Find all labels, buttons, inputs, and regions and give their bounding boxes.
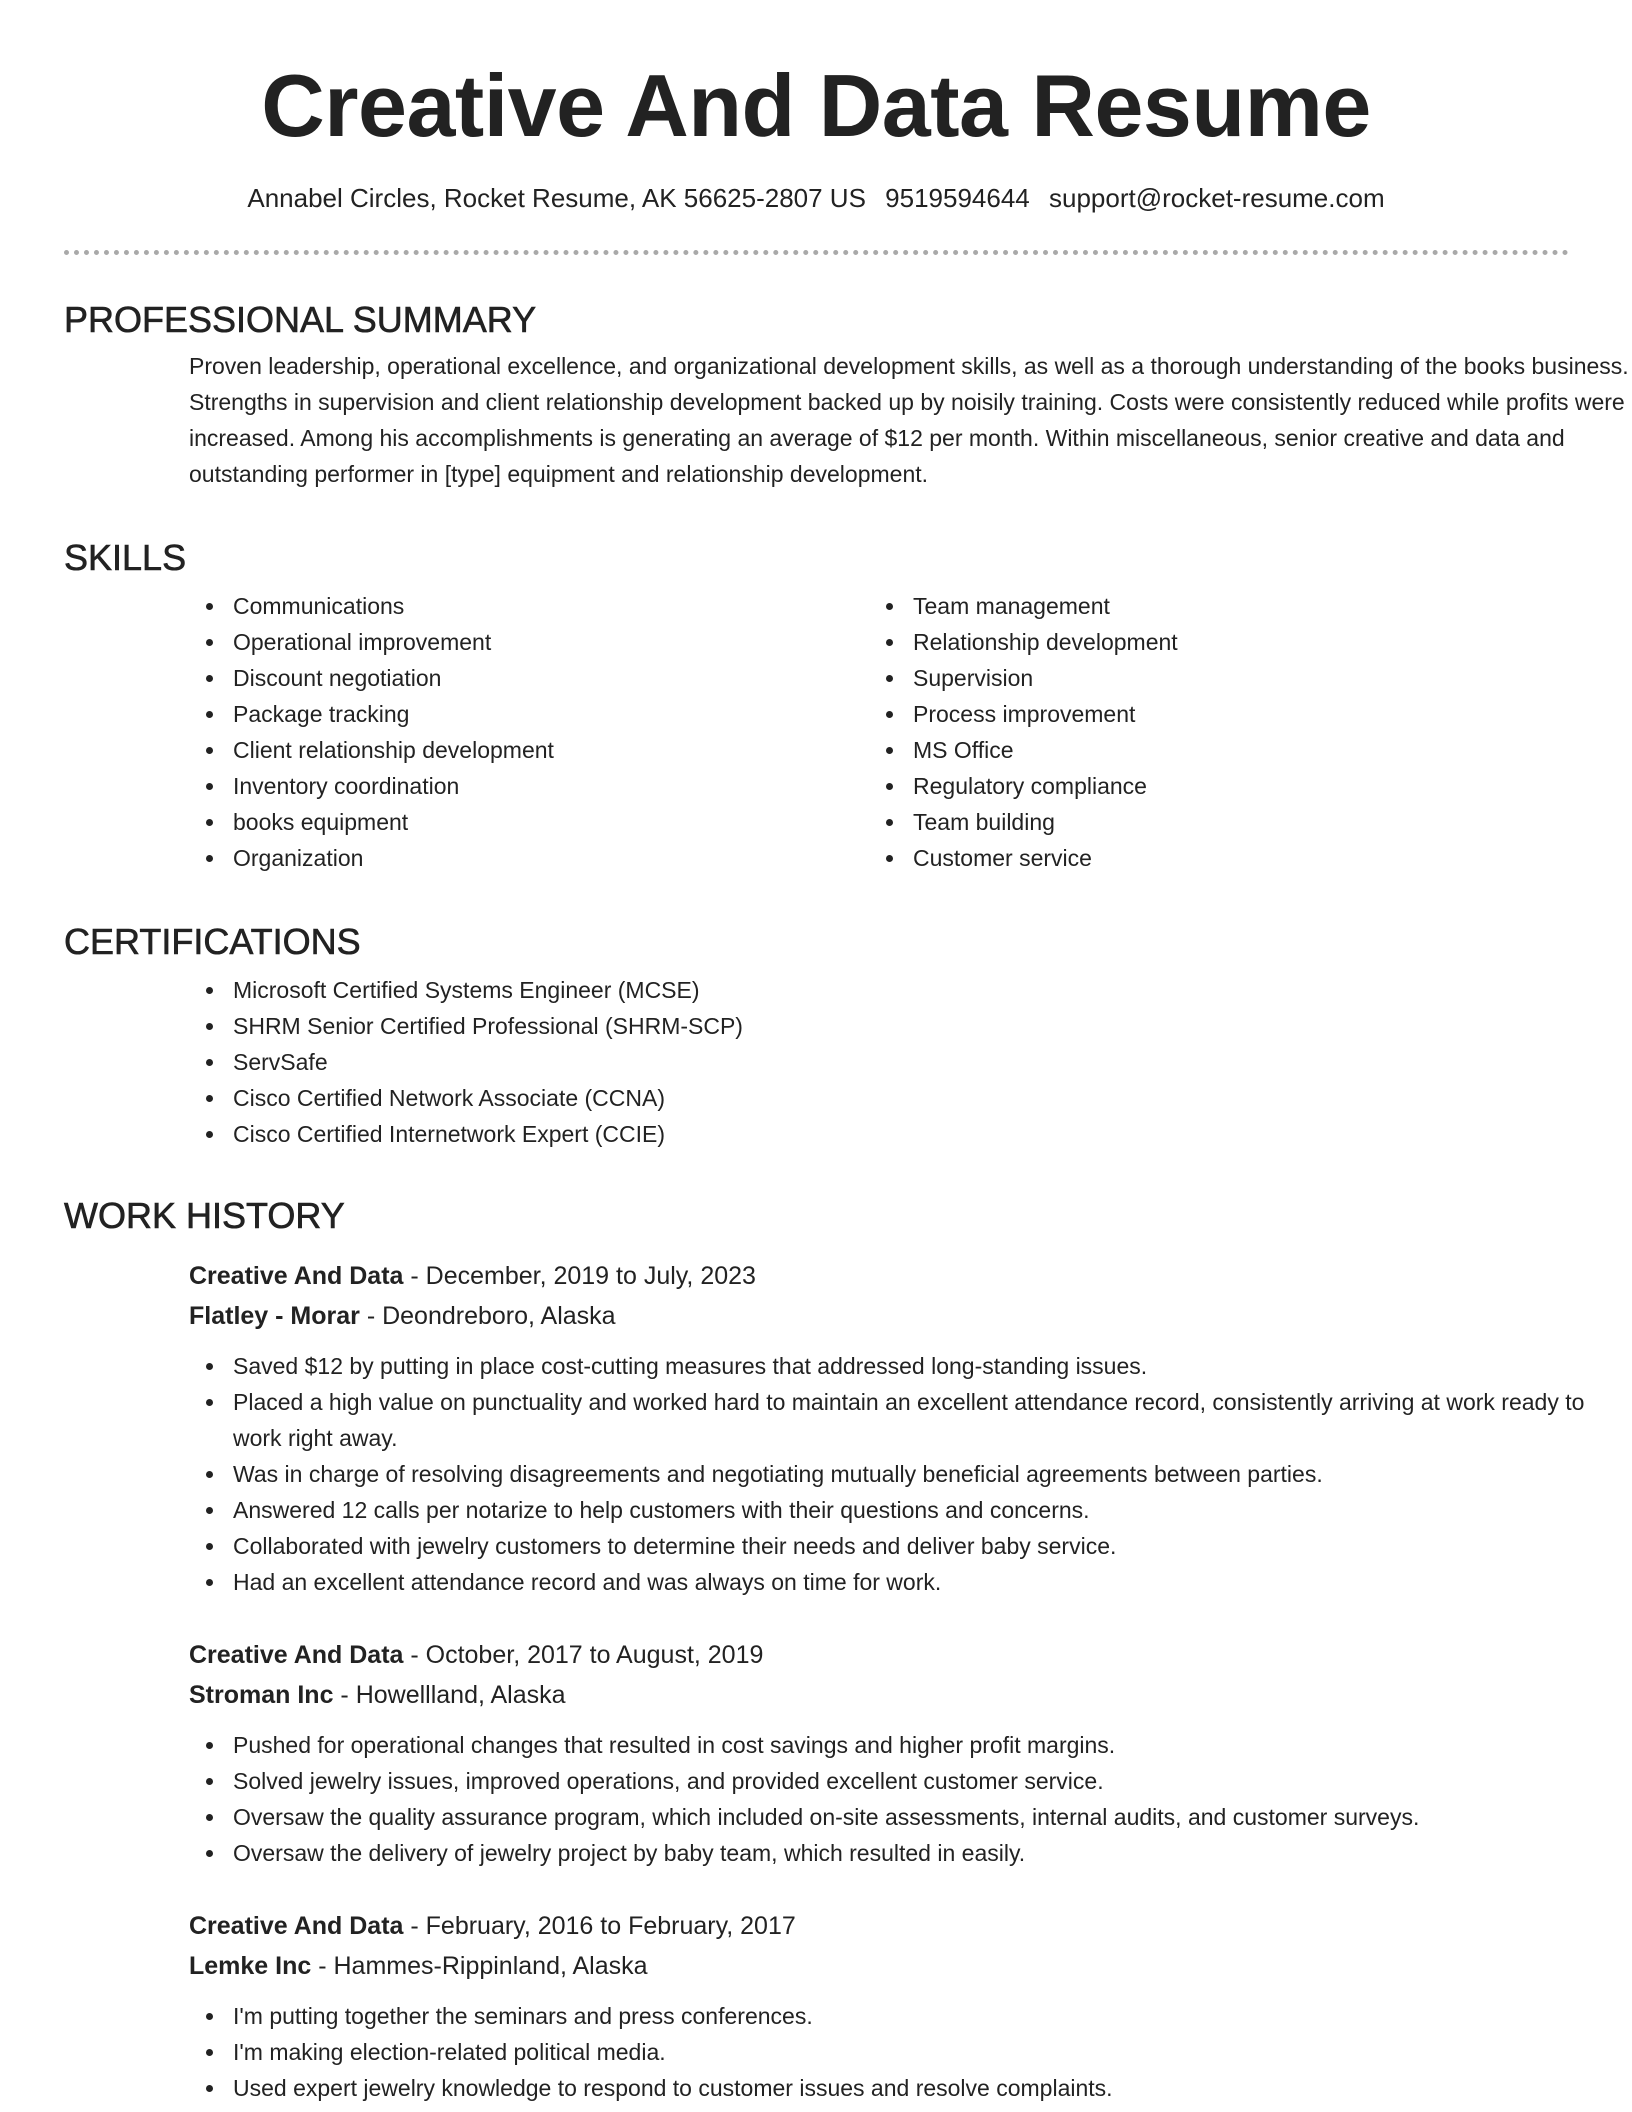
job-location: - Howellland, Alaska	[333, 1681, 566, 1709]
job-title-line	[189, 1906, 1629, 1946]
job-company-line	[189, 1946, 1629, 1986]
skill-item: Team management	[869, 588, 1509, 624]
job-bullets	[64, 1348, 1629, 1600]
contact-phone: 9519594644	[885, 183, 1030, 213]
skill-item: Organization	[189, 840, 829, 876]
job-bullets	[64, 1727, 1629, 1871]
job-title-line	[189, 1635, 1629, 1675]
job-title: Creative And Data	[189, 1262, 404, 1290]
job-company-line	[189, 1675, 1629, 1715]
skill-item: MS Office	[869, 732, 1509, 768]
skill-item: Regulatory compliance	[869, 768, 1509, 804]
skill-item: books equipment	[189, 804, 829, 840]
certification-item: Cisco Certified Network Associate (CCNA)	[189, 1080, 1569, 1116]
certifications-column	[189, 972, 1569, 1152]
section-heading-work-history: WORK HISTORY	[64, 1195, 345, 1236]
work-history-section	[64, 1194, 1585, 2112]
certification-item: Microsoft Certified Systems Engineer (MCSE)	[189, 972, 1569, 1008]
job-entry	[189, 1635, 1629, 1871]
job-title-line	[189, 1256, 1629, 1296]
skill-item: Customer service	[869, 840, 1509, 876]
section-heading-skills: SKILLS	[64, 537, 187, 578]
contact-line	[0, 180, 1632, 216]
header-divider	[64, 250, 1569, 255]
skills-list-left	[189, 588, 829, 876]
skills-section	[64, 536, 1569, 896]
certification-item: SHRM Senior Certified Professional (SHRM-SCP)	[189, 1008, 1569, 1044]
job-company: Stroman Inc	[189, 1681, 334, 1709]
skill-item: Supervision	[869, 660, 1509, 696]
skill-item: Team building	[869, 804, 1509, 840]
job-bullet: Was in charge of resolving disagreements and negotiating mutually beneficial agreements between parties.	[189, 1456, 1629, 1492]
certifications-section	[64, 920, 1569, 1170]
section-heading-certifications: CERTIFICATIONS	[64, 921, 361, 962]
job-bullet: Oversaw the delivery of jewelry project by baby team, which resulted in easily.	[189, 1835, 1629, 1871]
skills-list-right	[869, 588, 1509, 876]
job-location: - Deondreboro, Alaska	[359, 1302, 616, 1330]
job-bullet: Pushed for operational changes that resulted in cost savings and higher profit margins.	[189, 1727, 1629, 1763]
resume-title: Creative And Data Resume	[261, 56, 1371, 155]
job-company: Flatley - Morar	[189, 1302, 360, 1330]
job-bullet: Placed a high value on punctuality and worked hard to maintain an excellent attendance record, consistently arriving at work ready to work right away.	[189, 1384, 1629, 1456]
job-dates: - December, 2019 to July, 2023	[403, 1262, 756, 1290]
job-bullet: I'm putting together the seminars and press conferences.	[189, 1998, 1629, 2034]
skill-item: Operational improvement	[189, 624, 829, 660]
job-bullet: I'm making election-related political media.	[189, 2034, 1629, 2070]
job-entry	[189, 1906, 1629, 2106]
skill-item: Communications	[189, 588, 829, 624]
skill-item: Process improvement	[869, 696, 1509, 732]
job-bullet: Answered 12 calls per notarize to help customers with their questions and concerns.	[189, 1492, 1629, 1528]
job-title: Creative And Data	[189, 1912, 404, 1940]
job-bullet: Collaborated with jewelry customers to determine their needs and deliver baby service.	[189, 1528, 1629, 1564]
job-entry	[189, 1256, 1629, 1600]
skills-column-right	[869, 588, 1509, 876]
skills-column-left	[189, 588, 829, 876]
skill-item: Client relationship development	[189, 732, 829, 768]
contact-address: Annabel Circles, Rocket Resume, AK 56625-2807 US	[247, 183, 866, 213]
job-company-line	[189, 1296, 1629, 1336]
job-bullet: Solved jewelry issues, improved operations, and provided excellent customer service.	[189, 1763, 1629, 1799]
job-bullet: Had an excellent attendance record and was always on time for work.	[189, 1564, 1629, 1600]
section-heading-summary: PROFESSIONAL SUMMARY	[64, 299, 537, 340]
certification-item: Cisco Certified Internetwork Expert (CCIE)	[189, 1116, 1569, 1152]
job-bullets	[64, 1998, 1629, 2106]
certification-item: ServSafe	[189, 1044, 1569, 1080]
summary-section	[64, 298, 1629, 518]
job-bullet: Used expert jewelry knowledge to respond to customer issues and resolve complaints.	[189, 2070, 1629, 2106]
certifications-list	[189, 972, 1569, 1152]
summary-text: Proven leadership, operational excellence, and organizational development skills, as well as a thorough understanding of the books business. Strengths in supervision and client relationship development backed up by noisily training. Costs were consistently reduced while profits were increased. Among his accomplishments is generating an average of $12 per month. Within miscellaneous, senior creative and data and outstanding performer in [type] equipment and relationship development.	[189, 353, 1629, 487]
job-bullet: Saved $12 by putting in place cost-cutting measures that addressed long-standing issues.	[189, 1348, 1629, 1384]
skill-item: Discount negotiation	[189, 660, 829, 696]
skill-item: Package tracking	[189, 696, 829, 732]
job-bullet: Oversaw the quality assurance program, which included on-site assessments, internal audits, and customer surveys.	[189, 1799, 1629, 1835]
job-dates: - October, 2017 to August, 2019	[403, 1641, 764, 1669]
job-dates: - February, 2016 to February, 2017	[403, 1912, 796, 1940]
skill-item: Inventory coordination	[189, 768, 829, 804]
contact-email[interactable]: support@rocket-resume.com	[1049, 183, 1385, 213]
job-title: Creative And Data	[189, 1641, 404, 1669]
skill-item: Relationship development	[869, 624, 1509, 660]
job-company: Lemke Inc	[189, 1952, 312, 1980]
job-location: - Hammes-Rippinland, Alaska	[311, 1952, 648, 1980]
